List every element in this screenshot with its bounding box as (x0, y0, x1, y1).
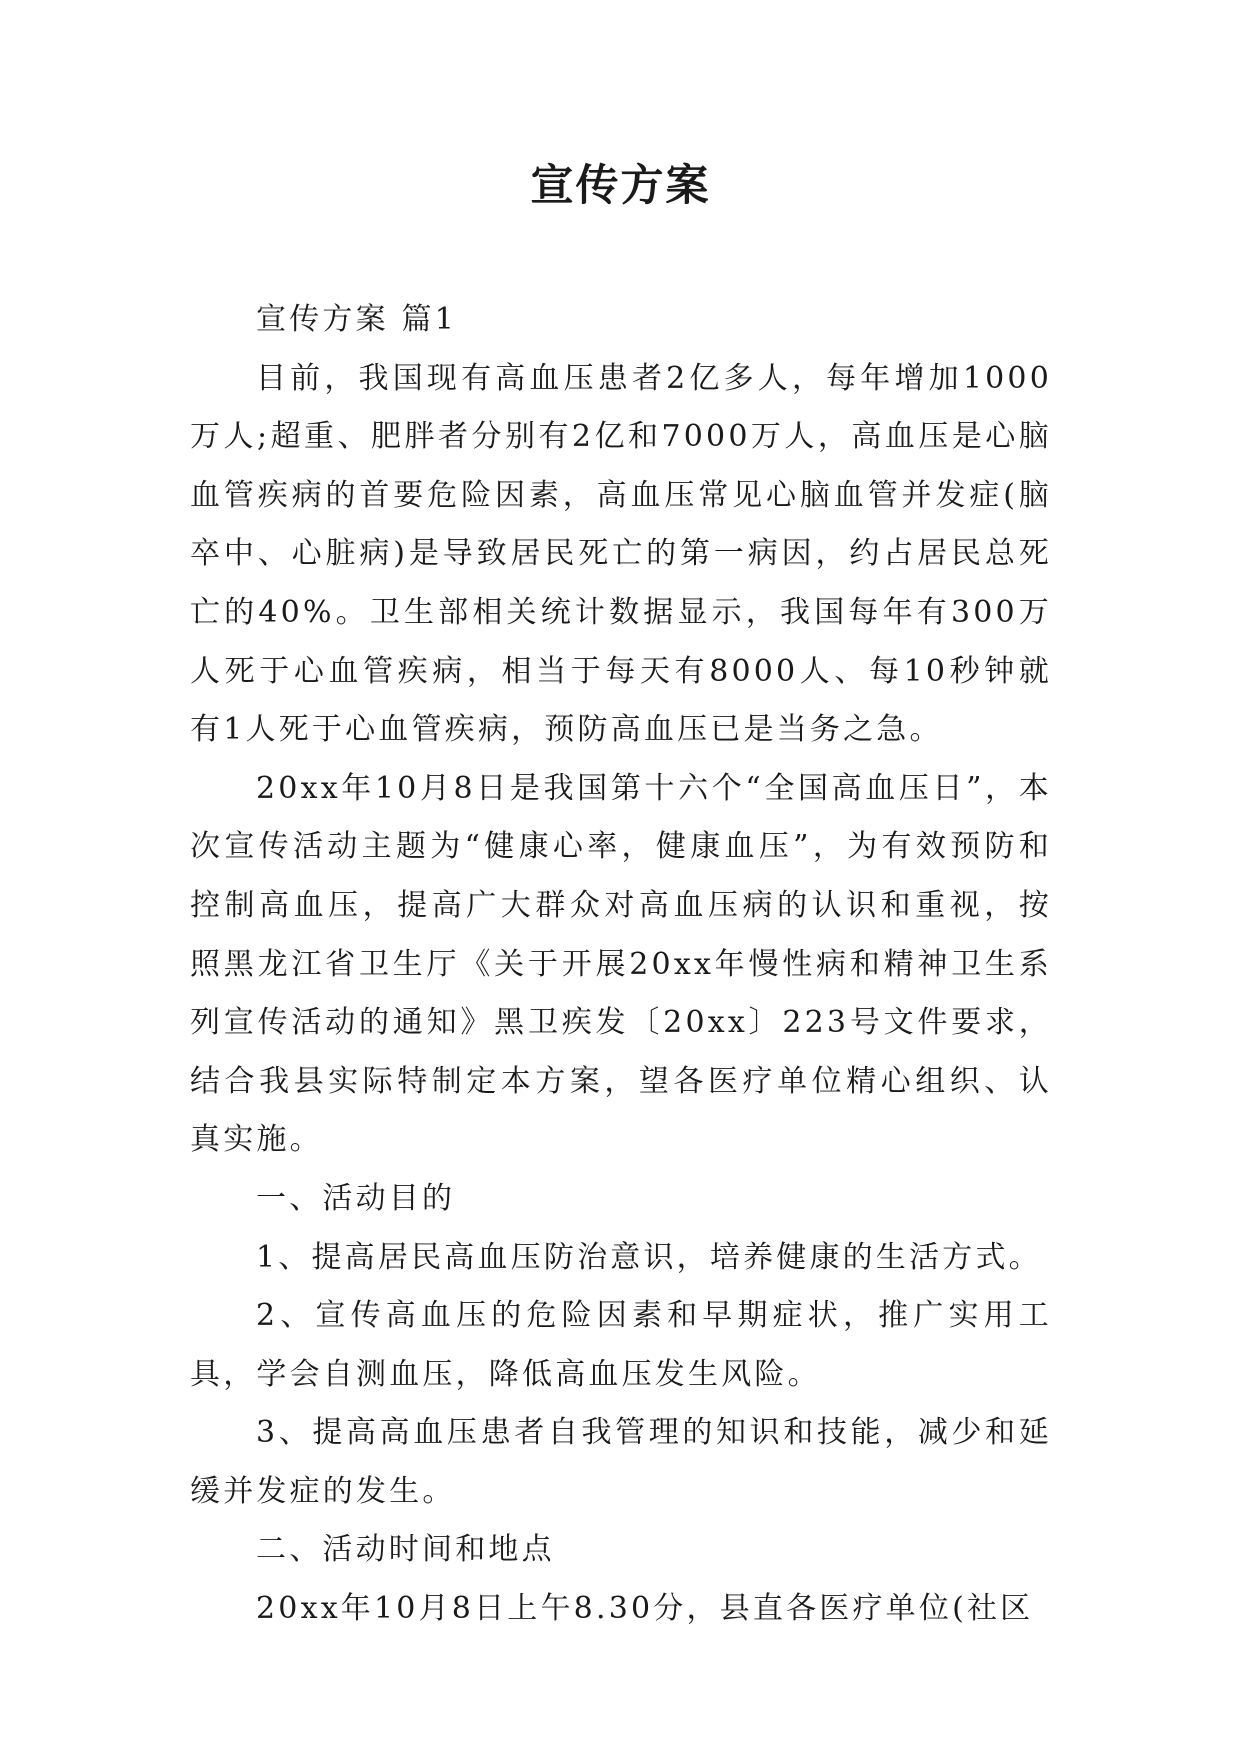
list-item: 3、提高高血压患者自我管理的知识和技能，减少和延缓并发症的发生。 (190, 1415, 1052, 1509)
list-item: 2、宣传高血压的危险因素和早期症状，推广实用工具，学会自测血压，降低高血压发生风险。 (190, 1298, 1052, 1392)
document-title: 宣传方案 (530, 161, 711, 211)
section-heading: 一、活动目的 (256, 1180, 456, 1216)
section-heading: 二、活动时间和地点 (256, 1532, 555, 1568)
document-body (190, 291, 1052, 1639)
list-item: 1、提高居民高血压防治意识，培养健康的生活方式。 (256, 1239, 1042, 1275)
body-paragraph: 20xx年10月8日是我国第十六个“全国高血压日”，本次宣传活动主题为“健康心率，健康血压”，为有效预防和控制高血压，提高广大群众对高血压病的认识和重视，按照黑龙江省卫生厅《关于开展20xx年慢性病和精神卫生系列宣传活动的通知》黑卫疾发〔20xx〕223号文件要求，结合我县实际特制定本方案，望各医疗单位精心组织、认真实施。 (190, 770, 1052, 1158)
body-paragraph: 20xx年10月8日上午8.30分，县直各医疗单位(社区 (256, 1591, 1034, 1627)
body-paragraph: 目前，我国现有高血压患者2亿多人，每年增加1000万人;超重、肥胖者分别有2亿和7000万人，高血压是心脑血管疾病的首要危险因素，高血压常见心脑血管并发症(脑卒中、心脏病)是导致居民死亡的第一病因，约占居民总死亡的40%。卫生部相关统计数据显示，我国每年有300万人死于心血管疾病，相当于每天有8000人、每10秒钟就有1人死于心血管疾病，预防高血压已是当务之急。 (190, 360, 1052, 748)
section-heading-part1: 宣传方案 篇1 (256, 302, 458, 337)
